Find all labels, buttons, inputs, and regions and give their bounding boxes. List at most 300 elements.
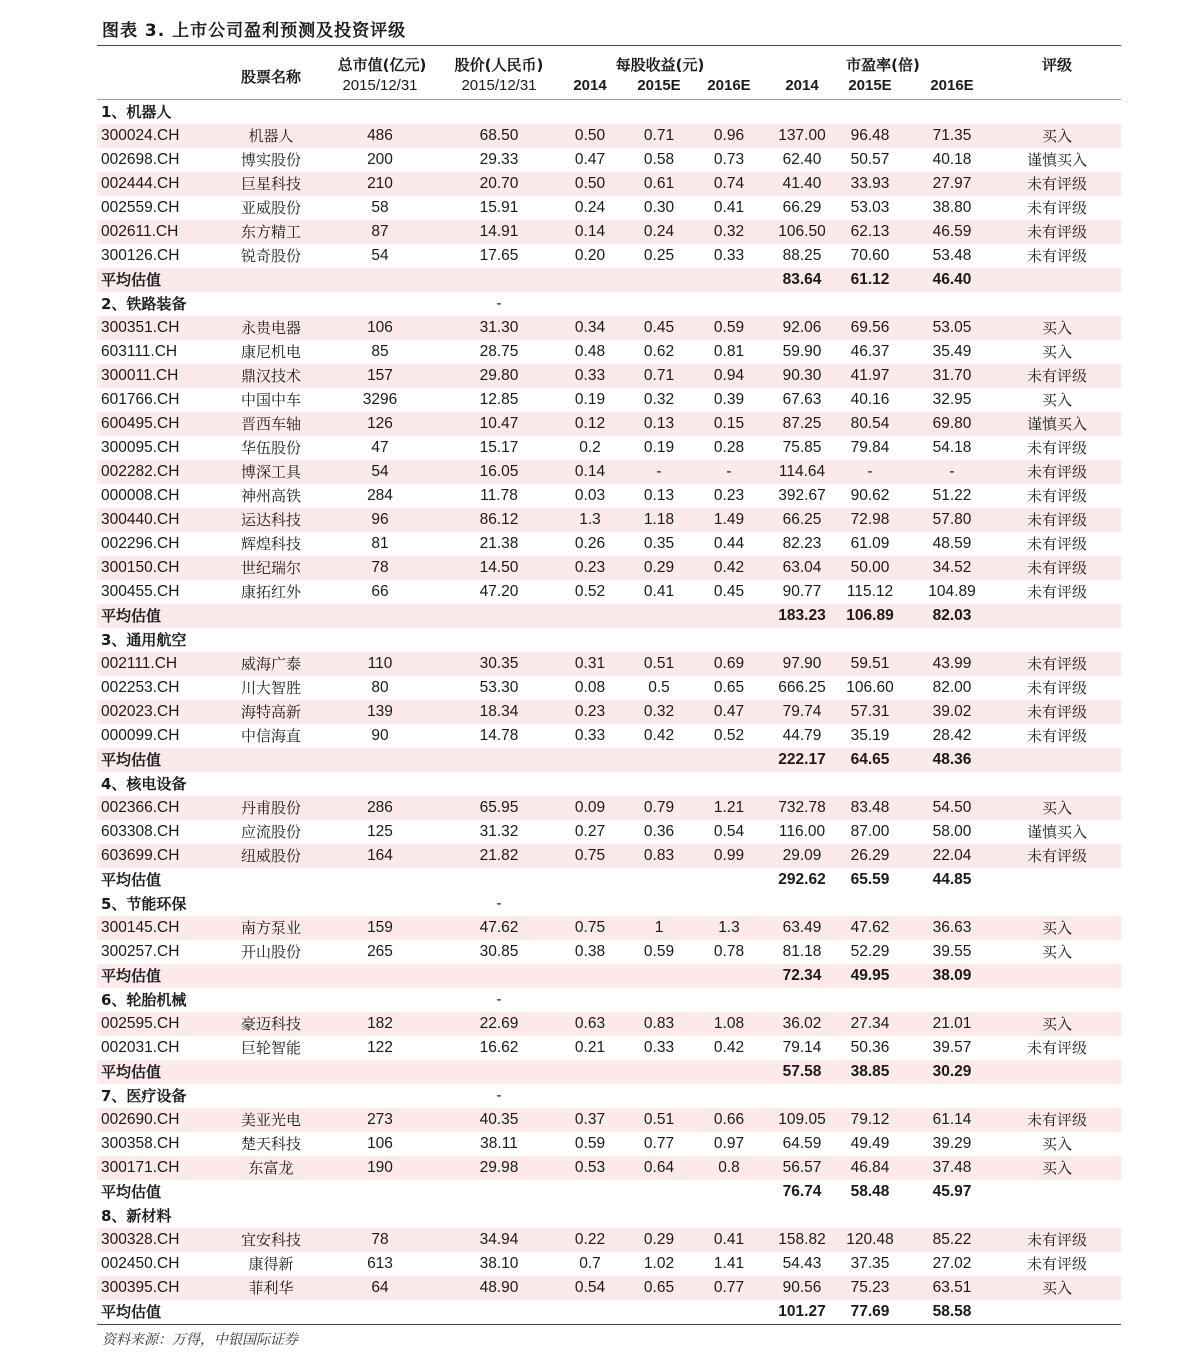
table-row bbox=[97, 532, 1121, 556]
rating: 未有评级 bbox=[1026, 1111, 1087, 1129]
rating: 未有评级 bbox=[1026, 487, 1087, 505]
eps-2015e: 0.51 bbox=[643, 1111, 675, 1128]
pe-2015e: 26.29 bbox=[850, 847, 890, 864]
eps-2016e: 0.42 bbox=[713, 1039, 745, 1056]
table-row bbox=[97, 1156, 1121, 1180]
stock-code: 000099.CH bbox=[101, 727, 180, 744]
eps-2014: 0.63 bbox=[574, 1015, 606, 1032]
eps-2015e: 0.25 bbox=[643, 247, 675, 264]
rating: 谨慎买入 bbox=[1026, 823, 1087, 841]
pe-2015e: 70.60 bbox=[850, 247, 890, 264]
stock-name: 巨星科技 bbox=[240, 175, 301, 193]
pe-2016e: 104.89 bbox=[928, 583, 976, 600]
stock-code: 300328.CH bbox=[101, 1231, 180, 1248]
stock-code: 002450.CH bbox=[101, 1255, 180, 1272]
eps-2015e: 0.83 bbox=[643, 1015, 675, 1032]
pe-2014: 87.25 bbox=[782, 415, 822, 432]
pe-2015e: 62.13 bbox=[850, 223, 890, 240]
pe-2015e: - bbox=[867, 463, 873, 480]
average-row bbox=[97, 268, 1121, 292]
eps-2016e: 0.23 bbox=[713, 487, 745, 504]
market-cap: 122 bbox=[367, 1039, 393, 1056]
header-mcap-date: 2015/12/31 bbox=[342, 77, 418, 94]
pe-2014: 137.00 bbox=[778, 127, 826, 144]
eps-2014: 0.03 bbox=[574, 487, 606, 504]
stock-name: 鼎汉技术 bbox=[240, 367, 301, 385]
stock-code: 300095.CH bbox=[101, 439, 180, 456]
market-cap: 182 bbox=[367, 1015, 393, 1032]
eps-2015e: 1 bbox=[654, 919, 664, 936]
eps-2014: 0.75 bbox=[574, 919, 606, 936]
pe-2014: 88.25 bbox=[782, 247, 822, 264]
pe-2016e: 27.97 bbox=[932, 175, 972, 192]
eps-2014: 0.50 bbox=[574, 127, 606, 144]
table-row bbox=[97, 220, 1121, 244]
average-label: 平均估值 bbox=[101, 271, 162, 289]
market-cap: 85 bbox=[371, 343, 389, 360]
pe-2016e: - bbox=[949, 463, 955, 480]
pe-2016e: 43.99 bbox=[932, 655, 972, 672]
pe-2015e: 50.36 bbox=[850, 1039, 890, 1056]
pe-2015e: 49.49 bbox=[850, 1135, 890, 1152]
pe-2016e: 69.80 bbox=[932, 415, 972, 432]
rating: 谨慎买入 bbox=[1026, 415, 1087, 433]
pe-2015e: 96.48 bbox=[850, 127, 890, 144]
stock-name: 华伍股份 bbox=[240, 439, 301, 457]
average-label: 平均估值 bbox=[101, 1063, 162, 1081]
stock-code: 002366.CH bbox=[101, 799, 180, 816]
average-row bbox=[97, 604, 1121, 628]
market-cap: 126 bbox=[367, 415, 393, 432]
eps-2016e: 0.94 bbox=[713, 367, 745, 384]
pe-2016e: 34.52 bbox=[932, 559, 972, 576]
share-price: 47.20 bbox=[479, 583, 519, 600]
avg-pe-2016e: 82.03 bbox=[932, 607, 972, 624]
pe-2016e: 71.35 bbox=[932, 127, 972, 144]
share-price: 38.11 bbox=[480, 1135, 518, 1152]
avg-pe-2014: 101.27 bbox=[778, 1303, 826, 1320]
share-price: 11.78 bbox=[480, 487, 518, 504]
avg-pe-2015e: 61.12 bbox=[850, 271, 890, 288]
pe-2015e: 72.98 bbox=[850, 511, 890, 528]
eps-2014: 0.23 bbox=[574, 559, 606, 576]
share-price: 15.91 bbox=[479, 199, 519, 216]
category-label: 3、通用航空 bbox=[101, 631, 187, 649]
pe-2016e: 36.63 bbox=[932, 919, 972, 936]
eps-2015e: 0.35 bbox=[643, 535, 675, 552]
market-cap: 486 bbox=[367, 127, 393, 144]
share-price: 12.85 bbox=[479, 391, 519, 408]
eps-2015e: 0.61 bbox=[643, 175, 675, 192]
market-cap: 139 bbox=[367, 703, 393, 720]
eps-2015e: 0.51 bbox=[643, 655, 675, 672]
eps-2014: 0.48 bbox=[574, 343, 606, 360]
rating: 未有评级 bbox=[1026, 367, 1087, 385]
rating: 未有评级 bbox=[1026, 199, 1087, 217]
share-price: 17.65 bbox=[479, 247, 519, 264]
table-row bbox=[97, 556, 1121, 580]
eps-2015e: 0.71 bbox=[643, 127, 675, 144]
stock-name: 丹甫股份 bbox=[240, 799, 301, 817]
rating: 买入 bbox=[1041, 127, 1072, 145]
table-row bbox=[97, 196, 1121, 220]
pe-2014: 109.05 bbox=[778, 1111, 826, 1128]
header-name: 股票名称 bbox=[240, 68, 301, 86]
table-row bbox=[97, 1012, 1121, 1036]
eps-2015e: 0.83 bbox=[643, 847, 675, 864]
stock-code: 300126.CH bbox=[101, 247, 180, 264]
stock-code: 600495.CH bbox=[101, 415, 180, 432]
eps-2014: 0.59 bbox=[574, 1135, 606, 1152]
pe-2015e: 90.62 bbox=[850, 487, 890, 504]
stock-name: 巨轮智能 bbox=[240, 1039, 301, 1057]
eps-2014: 0.38 bbox=[574, 943, 606, 960]
header-price-date: 2015/12/31 bbox=[461, 77, 537, 94]
eps-2015e: - bbox=[656, 463, 662, 480]
eps-2014: 0.08 bbox=[574, 679, 606, 696]
pe-2015e: 40.16 bbox=[850, 391, 890, 408]
table-row bbox=[97, 508, 1121, 532]
pe-2015e: 47.62 bbox=[850, 919, 890, 936]
category-dash: - bbox=[496, 895, 502, 912]
average-row bbox=[97, 1180, 1121, 1204]
stock-name: 博实股份 bbox=[240, 151, 301, 169]
stock-code: 300145.CH bbox=[101, 919, 180, 936]
pe-2014: 44.79 bbox=[782, 727, 822, 744]
share-price: 21.82 bbox=[479, 847, 519, 864]
eps-2014: 0.27 bbox=[574, 823, 606, 840]
eps-2014: 0.23 bbox=[574, 703, 606, 720]
share-price: 68.50 bbox=[479, 127, 519, 144]
eps-2016e: 0.47 bbox=[713, 703, 745, 720]
eps-2015e: 0.29 bbox=[643, 559, 675, 576]
category-label: 4、核电设备 bbox=[101, 775, 187, 793]
share-price: 86.12 bbox=[479, 511, 519, 528]
share-price: 16.05 bbox=[479, 463, 519, 480]
pe-2016e: 21.01 bbox=[932, 1015, 972, 1032]
share-price: 14.50 bbox=[479, 559, 519, 576]
share-price: 18.34 bbox=[479, 703, 519, 720]
eps-2016e: 1.21 bbox=[713, 799, 745, 816]
stock-name: 永贵电器 bbox=[240, 319, 301, 337]
eps-2014: 0.14 bbox=[574, 223, 606, 240]
category-row bbox=[97, 628, 1121, 652]
avg-pe-2015e: 77.69 bbox=[850, 1303, 890, 1320]
category-row bbox=[97, 292, 1121, 316]
stock-code: 002253.CH bbox=[101, 679, 180, 696]
pe-2015e: 27.34 bbox=[850, 1015, 890, 1032]
market-cap: 613 bbox=[367, 1255, 393, 1272]
stock-name: 中信海直 bbox=[240, 727, 301, 745]
stock-code: 300171.CH bbox=[101, 1159, 180, 1176]
average-label: 平均估值 bbox=[101, 607, 162, 625]
share-price: 28.75 bbox=[479, 343, 519, 360]
stock-code: 603699.CH bbox=[101, 847, 180, 864]
header-pe: 市盈率(倍) bbox=[846, 56, 920, 74]
pe-2014: 90.30 bbox=[782, 367, 822, 384]
table-row bbox=[97, 652, 1121, 676]
share-price: 30.85 bbox=[479, 943, 519, 960]
eps-2014: 0.53 bbox=[574, 1159, 606, 1176]
stock-name: 宜安科技 bbox=[240, 1231, 301, 1249]
pe-2014: 62.40 bbox=[782, 151, 822, 168]
eps-2016e: 0.66 bbox=[713, 1111, 745, 1128]
table-row bbox=[97, 388, 1121, 412]
rating: 未有评级 bbox=[1026, 559, 1087, 577]
share-price: 65.95 bbox=[479, 799, 519, 816]
stock-code: 002559.CH bbox=[101, 199, 180, 216]
market-cap: 164 bbox=[367, 847, 393, 864]
avg-pe-2016e: 38.09 bbox=[932, 967, 972, 984]
stock-code: 002595.CH bbox=[101, 1015, 180, 1032]
rating: 买入 bbox=[1041, 391, 1072, 409]
market-cap: 66 bbox=[371, 583, 389, 600]
eps-2014: 0.47 bbox=[574, 151, 606, 168]
stock-name: 东方精工 bbox=[240, 223, 301, 241]
market-cap: 200 bbox=[367, 151, 393, 168]
eps-2015e: 0.13 bbox=[643, 487, 675, 504]
stock-name: 辉煌科技 bbox=[240, 535, 301, 553]
rating: 未有评级 bbox=[1026, 535, 1087, 553]
average-label: 平均估值 bbox=[101, 1303, 162, 1321]
pe-2015e: 41.97 bbox=[850, 367, 890, 384]
pe-2016e: 28.42 bbox=[932, 727, 972, 744]
eps-2016e: 0.41 bbox=[713, 1231, 745, 1248]
eps-2015e: 0.29 bbox=[643, 1231, 675, 1248]
eps-2015e: 0.19 bbox=[643, 439, 675, 456]
market-cap: 106 bbox=[367, 1135, 393, 1152]
eps-2015e: 0.79 bbox=[643, 799, 675, 816]
pe-2015e: 80.54 bbox=[850, 415, 890, 432]
stock-code: 300358.CH bbox=[101, 1135, 180, 1152]
eps-2016e: 0.59 bbox=[713, 319, 745, 336]
pe-2016e: 37.48 bbox=[932, 1159, 972, 1176]
eps-2016e: 0.41 bbox=[713, 199, 745, 216]
avg-pe-2016e: 45.97 bbox=[932, 1183, 972, 1200]
category-dash: - bbox=[496, 1087, 502, 1104]
eps-2014: 0.19 bbox=[574, 391, 606, 408]
pe-2015e: 46.84 bbox=[850, 1159, 890, 1176]
stock-name: 机器人 bbox=[248, 127, 294, 145]
avg-pe-2014: 222.17 bbox=[778, 751, 826, 768]
table-row bbox=[97, 412, 1121, 436]
pe-2014: 392.67 bbox=[778, 487, 826, 504]
category-row bbox=[97, 892, 1121, 916]
market-cap: 190 bbox=[367, 1159, 393, 1176]
avg-pe-2014: 76.74 bbox=[782, 1183, 822, 1200]
category-dash: - bbox=[496, 295, 502, 312]
eps-2014: 1.3 bbox=[579, 511, 601, 528]
share-price: 10.47 bbox=[479, 415, 519, 432]
avg-pe-2016e: 58.58 bbox=[932, 1303, 972, 1320]
eps-2015e: 0.41 bbox=[643, 583, 675, 600]
stock-name: 东富龙 bbox=[248, 1159, 294, 1177]
table-body bbox=[97, 100, 1121, 1324]
rating: 未有评级 bbox=[1026, 223, 1087, 241]
average-label: 平均估值 bbox=[101, 751, 162, 769]
market-cap: 80 bbox=[371, 679, 389, 696]
eps-2014: 0.75 bbox=[574, 847, 606, 864]
rating: 未有评级 bbox=[1026, 583, 1087, 601]
eps-2014: 0.2 bbox=[579, 439, 601, 456]
pe-2015e: 87.00 bbox=[850, 823, 890, 840]
share-price: 14.78 bbox=[479, 727, 519, 744]
stock-code: 002698.CH bbox=[101, 151, 180, 168]
share-price: 22.69 bbox=[479, 1015, 519, 1032]
category-row bbox=[97, 1084, 1121, 1108]
average-row bbox=[97, 748, 1121, 772]
eps-2016e: 0.32 bbox=[713, 223, 745, 240]
market-cap: 96 bbox=[371, 511, 389, 528]
stock-name: 菲利华 bbox=[248, 1279, 294, 1297]
share-price: 53.30 bbox=[479, 679, 519, 696]
pe-2015e: 120.48 bbox=[846, 1231, 894, 1248]
eps-2016e: 0.39 bbox=[713, 391, 745, 408]
pe-2016e: 27.02 bbox=[932, 1255, 972, 1272]
pe-2014: 66.29 bbox=[782, 199, 822, 216]
table-row bbox=[97, 1036, 1121, 1060]
eps-2016e: 0.78 bbox=[713, 943, 745, 960]
pe-2015e: 52.29 bbox=[850, 943, 890, 960]
share-price: 15.17 bbox=[479, 439, 519, 456]
market-cap: 58 bbox=[371, 199, 389, 216]
market-cap: 210 bbox=[367, 175, 393, 192]
table-row bbox=[97, 580, 1121, 604]
pe-2015e: 46.37 bbox=[850, 343, 890, 360]
pe-2015e: 59.51 bbox=[850, 655, 890, 672]
share-price: 29.33 bbox=[479, 151, 519, 168]
rating: 买入 bbox=[1041, 943, 1072, 961]
pe-2014: 114.64 bbox=[778, 463, 826, 480]
eps-2015e: 0.71 bbox=[643, 367, 675, 384]
pe-2014: 63.04 bbox=[782, 559, 822, 576]
pe-2016e: 35.49 bbox=[932, 343, 972, 360]
pe-2014: 79.14 bbox=[782, 1039, 822, 1056]
pe-2014: 666.25 bbox=[778, 679, 826, 696]
eps-2016e: 0.15 bbox=[713, 415, 745, 432]
stock-code: 300011.CH bbox=[101, 367, 179, 384]
eps-2016e: 0.28 bbox=[713, 439, 745, 456]
header-pe-2015e: 2015E bbox=[848, 77, 892, 94]
stock-name: 川大智胜 bbox=[240, 679, 301, 697]
eps-2014: 0.7 bbox=[579, 1255, 601, 1272]
market-cap: 125 bbox=[367, 823, 393, 840]
eps-2015e: 1.18 bbox=[643, 511, 675, 528]
stock-name: 纽威股份 bbox=[240, 847, 301, 865]
eps-2015e: 0.59 bbox=[643, 943, 675, 960]
pe-2014: 41.40 bbox=[782, 175, 822, 192]
pe-2015e: 53.03 bbox=[850, 199, 890, 216]
pe-2016e: 32.95 bbox=[932, 391, 972, 408]
bottom-rule bbox=[97, 1324, 1121, 1325]
table-row bbox=[97, 1132, 1121, 1156]
stock-code: 300024.CH bbox=[101, 127, 180, 144]
eps-2014: 0.31 bbox=[574, 655, 606, 672]
eps-2016e: 0.69 bbox=[713, 655, 745, 672]
category-label: 8、新材料 bbox=[101, 1207, 172, 1225]
eps-2015e: 0.58 bbox=[643, 151, 675, 168]
eps-2016e: 0.77 bbox=[713, 1279, 745, 1296]
share-price: 34.94 bbox=[479, 1231, 519, 1248]
average-row bbox=[97, 964, 1121, 988]
pe-2016e: 54.50 bbox=[932, 799, 972, 816]
share-price: 30.35 bbox=[479, 655, 519, 672]
stock-code: 002023.CH bbox=[101, 703, 180, 720]
eps-2016e: 0.74 bbox=[713, 175, 745, 192]
eps-2014: 0.14 bbox=[574, 463, 606, 480]
rating: 买入 bbox=[1041, 1159, 1072, 1177]
pe-2016e: 46.59 bbox=[932, 223, 972, 240]
share-price: 20.70 bbox=[479, 175, 519, 192]
stock-name: 应流股份 bbox=[240, 823, 301, 841]
rating: 买入 bbox=[1041, 1279, 1072, 1297]
eps-2016e: 1.49 bbox=[713, 511, 745, 528]
category-row bbox=[97, 772, 1121, 796]
market-cap: 265 bbox=[367, 943, 393, 960]
eps-2016e: 0.54 bbox=[713, 823, 745, 840]
market-cap: 81 bbox=[371, 535, 389, 552]
avg-pe-2014: 72.34 bbox=[782, 967, 822, 984]
stock-code: 603111.CH bbox=[101, 343, 178, 360]
share-price: 38.10 bbox=[479, 1255, 519, 1272]
eps-2015e: 0.30 bbox=[643, 199, 675, 216]
stock-code: 000008.CH bbox=[101, 487, 180, 504]
avg-pe-2015e: 49.95 bbox=[850, 967, 890, 984]
pe-2016e: 39.57 bbox=[932, 1039, 972, 1056]
pe-2015e: 69.56 bbox=[850, 319, 890, 336]
rating: 未有评级 bbox=[1026, 511, 1087, 529]
stock-code: 300440.CH bbox=[101, 511, 180, 528]
stock-name: 康得新 bbox=[248, 1255, 294, 1273]
rating: 买入 bbox=[1041, 799, 1072, 817]
pe-2015e: 79.84 bbox=[850, 439, 890, 456]
market-cap: 273 bbox=[367, 1111, 393, 1128]
stock-name: 开山股份 bbox=[240, 943, 301, 961]
stock-name: 海特高新 bbox=[240, 703, 301, 721]
category-row bbox=[97, 100, 1121, 124]
category-label: 1、机器人 bbox=[101, 103, 172, 121]
stock-name: 亚威股份 bbox=[240, 199, 301, 217]
average-label: 平均估值 bbox=[101, 1183, 162, 1201]
table-row bbox=[97, 172, 1121, 196]
header-pe-2016e: 2016E bbox=[930, 77, 974, 94]
pe-2016e: 39.55 bbox=[932, 943, 972, 960]
eps-2015e: 0.33 bbox=[643, 1039, 675, 1056]
stock-name: 世纪瑞尔 bbox=[240, 559, 301, 577]
market-cap: 78 bbox=[371, 559, 389, 576]
share-price: 16.62 bbox=[479, 1039, 519, 1056]
rating: 未有评级 bbox=[1026, 679, 1087, 697]
eps-2014: 0.33 bbox=[574, 367, 606, 384]
rating: 未有评级 bbox=[1026, 175, 1087, 193]
eps-2016e: 1.41 bbox=[713, 1255, 745, 1272]
eps-2016e: 0.99 bbox=[713, 847, 745, 864]
category-row bbox=[97, 988, 1121, 1012]
eps-2014: 0.50 bbox=[574, 175, 606, 192]
eps-2014: 0.12 bbox=[574, 415, 606, 432]
stock-name: 中国中车 bbox=[240, 391, 301, 409]
stock-code: 002031.CH bbox=[101, 1039, 180, 1056]
market-cap: 157 bbox=[367, 367, 393, 384]
eps-2016e: 0.96 bbox=[713, 127, 745, 144]
pe-2015e: 37.35 bbox=[850, 1255, 890, 1272]
market-cap: 54 bbox=[371, 463, 389, 480]
pe-2014: 158.82 bbox=[778, 1231, 826, 1248]
table-row bbox=[97, 340, 1121, 364]
header-eps-2015e: 2015E bbox=[637, 77, 681, 94]
stock-code: 300257.CH bbox=[101, 943, 180, 960]
pe-2014: 64.59 bbox=[782, 1135, 822, 1152]
